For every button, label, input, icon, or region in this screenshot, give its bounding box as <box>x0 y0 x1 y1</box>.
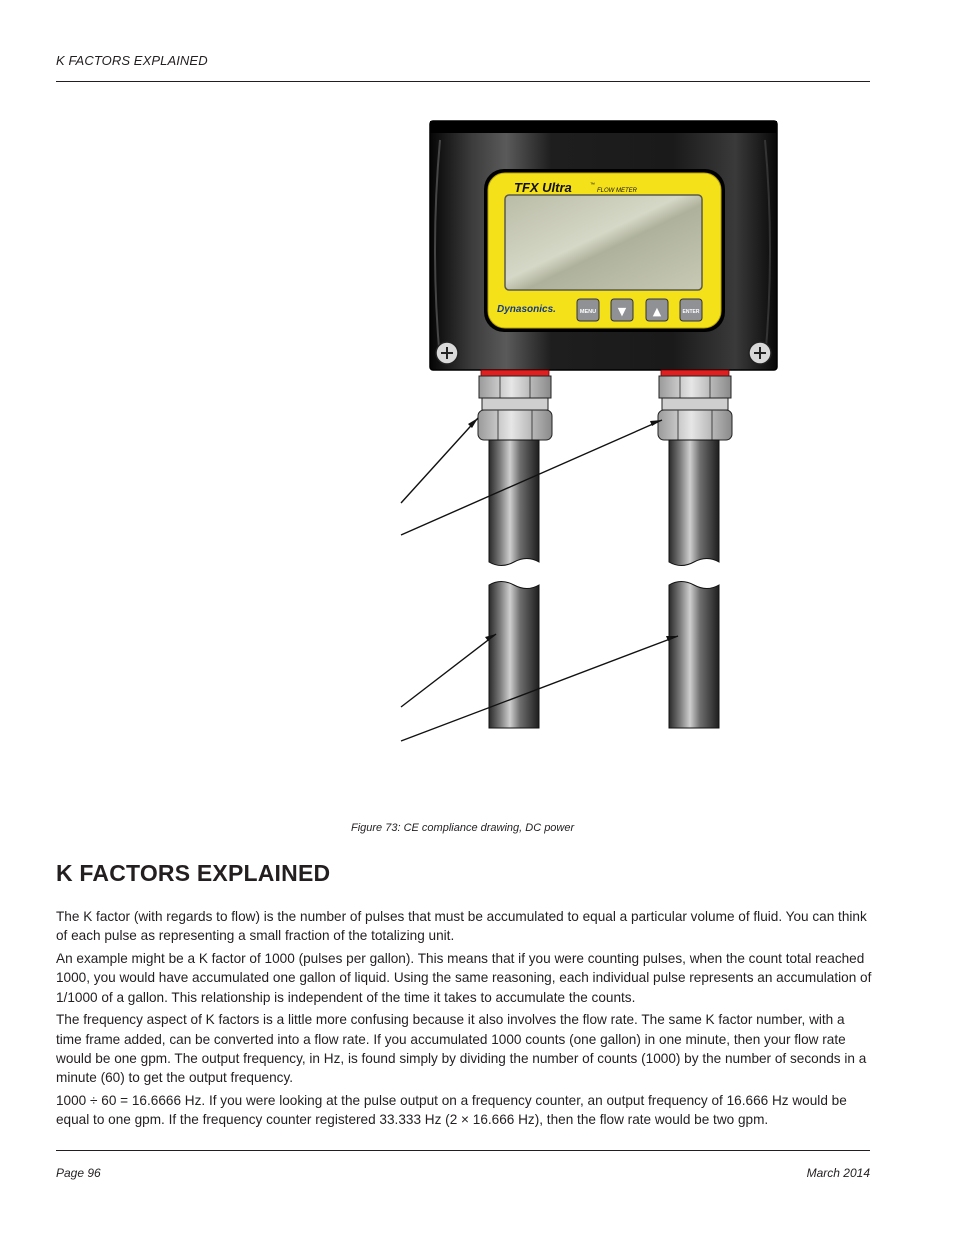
cable-gland-right <box>658 370 732 440</box>
section-body <box>56 907 874 1133</box>
paragraph: An example might be a K factor of 1000 (pulses per gallon). This means that if you were counting pulses, when the count total reached 1000, you would have accumulated one gallon of liquid. Using the same reasoning, each individual pulse represents an accumulation of 1/1000 of a gallon. This relationship is independent of the time it takes to accumulate the counts. <box>56 951 872 1005</box>
meter-brand-title: TFX Ultra <box>514 180 572 195</box>
enter-button <box>680 299 702 321</box>
meter-trademark: ™ <box>590 182 595 188</box>
paragraph: The frequency aspect of K factors is a little more confusing because it also involves the flow rate. The same K factor number, with a time frame added, can be converted into a flow rate. If you accumulated 1000 counts (one gallon) in one minute, then your flow rate would be one gpm. The output frequency, in Hz, is found simply by dividing the number of counts (1000) by the number of seconds in a minute (60) to get the output frequency. <box>56 1012 867 1086</box>
footer-rule <box>56 1150 870 1151</box>
section-heading: K FACTORS EXPLAINED <box>56 860 331 886</box>
mounting-screw-left-icon <box>436 342 458 364</box>
enter-button-label: ENTER <box>682 309 700 315</box>
up-arrow-button <box>646 299 668 321</box>
paragraph: 1000 ÷ 60 = 16.6666 Hz. If you were looking at the pulse output on a frequency counter, an output frequency of 16.666 Hz would be equal to one gpm. If the frequency counter registered 33.333 Hz (2 × 16.666 Hz), then the flow rate would be two gpm. <box>56 1093 847 1128</box>
maker-logo: Dynasonics. <box>497 304 556 315</box>
publication-date: March 2014 <box>806 1166 870 1180</box>
page-number: Page 96 <box>56 1166 101 1180</box>
figure-caption: Figure 73: CE compliance drawing, DC power <box>351 822 575 834</box>
down-arrow-icon: ▼ <box>617 305 627 318</box>
up-arrow-icon: ▲ <box>652 305 662 318</box>
menu-button-label: MENU <box>579 309 597 315</box>
display-panel <box>484 169 725 332</box>
cable-gland-left <box>478 370 552 440</box>
lcd-screen <box>505 195 702 290</box>
cable-right-upper <box>669 440 719 566</box>
cable-right-lower <box>669 582 719 729</box>
down-arrow-button <box>611 299 633 321</box>
meter-subtitle: FLOW METER <box>597 188 637 194</box>
paragraph: The K factor (with regards to flow) is the number of pulses that must be accumulated to equal a particular volume of fluid. You can think of each pulse as representing a small fraction of the totalizing unit. <box>56 909 867 944</box>
cable-left-lower <box>489 582 539 729</box>
menu-button <box>577 299 599 321</box>
mounting-screw-right-icon <box>749 342 771 364</box>
running-header: K FACTORS EXPLAINED <box>56 53 208 68</box>
cable-left-upper <box>489 440 539 566</box>
ce-compliance-drawing <box>395 115 785 750</box>
header-rule <box>56 81 870 82</box>
